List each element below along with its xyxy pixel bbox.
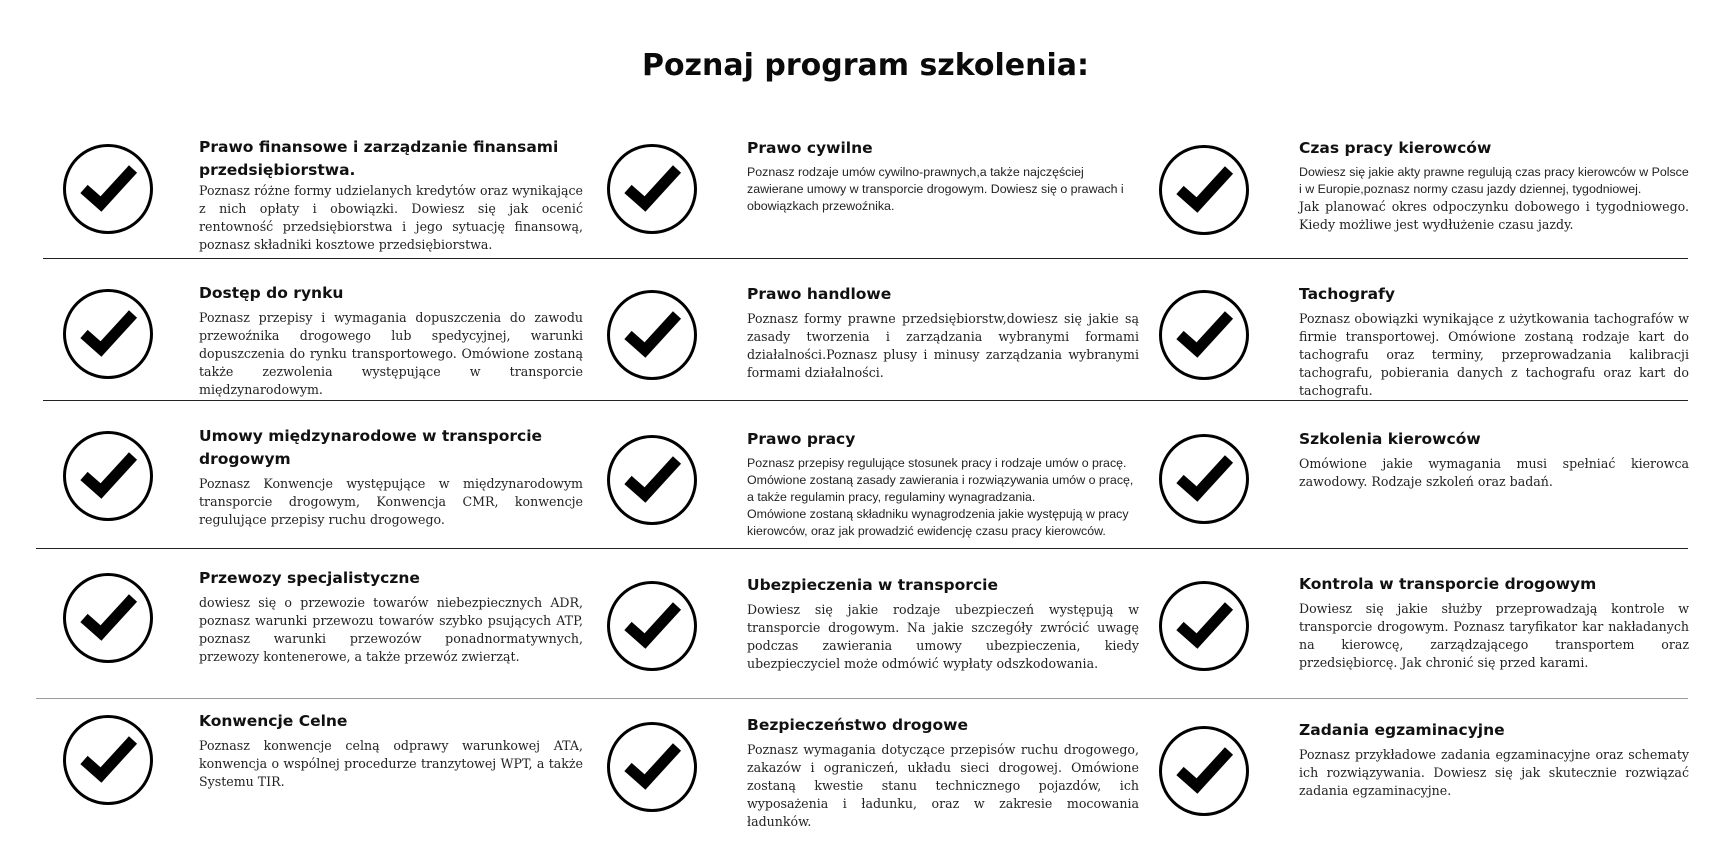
- item-description: Dowiesz się jakie służby przeprowadzają kontrole w transporcie drogowym. Poznasz taryfikator kar nakładanych na kierowcę, zarządzającego transportem oraz przedsiębiorcę. Jak chronić się przed karami.: [1299, 601, 1689, 670]
- program-item: [1299, 719, 1689, 800]
- check-circle-icon: [1158, 144, 1250, 236]
- item-title: Ubezpieczenia w transporcie: [747, 576, 998, 594]
- program-item: [747, 283, 1139, 382]
- check-circle-icon: [606, 143, 698, 235]
- item-title: Umowy międzynarodowe w transporcie drogowym: [199, 427, 543, 468]
- check-circle-icon: [606, 721, 698, 813]
- item-description: Poznasz przepisy regulujące stosunek pracy i rodzaje umów o pracę. Omówione zostaną zasady zawierania i rozwiązywania umów o pracę, a także regulamin pracy, regulaminy wynagradzania.: [747, 456, 1134, 504]
- check-circle-icon: [1158, 289, 1250, 381]
- item-description: Omówione jakie wymagania musi spełniać kierowca zawodowy. Rodzaje szkoleń oraz badań.: [1299, 456, 1689, 489]
- check-circle-icon: [62, 572, 154, 664]
- program-item: [199, 282, 583, 399]
- program-item: [747, 714, 1139, 831]
- item-description: Poznasz konwencje celną odprawy warunkowej ATA, konwencja o wspólnej procedurze tranzytowej WPT, a także Systemu TIR.: [199, 738, 583, 789]
- item-title: Prawo cywilne: [747, 139, 873, 157]
- row-divider: [43, 400, 1688, 401]
- check-circle-icon: [62, 714, 154, 806]
- item-description-continued: Jak planować okres odpoczynku dobowego i tygodniowego. Kiedy możliwe jest wydłużenie czasu jazdy.: [1299, 199, 1689, 232]
- check-circle-icon: [1158, 433, 1250, 525]
- item-description: Poznasz obowiązki wynikające z użytkowania tachografów w firmie transportowej. Omówione zostaną rodzaje kart do tachografu oraz terminy, przeprowadzania kalibracji tachografu, pobierania danych z tachografu oraz kart do tachografu.: [1299, 311, 1689, 398]
- check-circle-icon: [606, 580, 698, 672]
- program-item: [199, 710, 583, 791]
- item-title: Tachografy: [1299, 285, 1395, 303]
- item-description: Poznasz przykładowe zadania egzaminacyjne oraz schematy ich rozwiązywania. Dowiesz się jak skutecznie rozwiązać zadania egzaminacyjne.: [1299, 747, 1689, 798]
- item-description: dowiesz się o przewozie towarów niebezpiecznych ADR, poznasz warunki przewozu towarów szybko psujących ATP, poznasz warunki przewozów ponadnormatywnych, przewozy kontenerowe, a także przewóz zwierząt.: [199, 595, 583, 664]
- program-item: [199, 136, 583, 254]
- row-divider: [36, 698, 1688, 699]
- program-item: [1299, 283, 1689, 400]
- check-circle-icon: [606, 289, 698, 381]
- item-description: Poznasz wymagania dotyczące przepisów ruchu drogowego, zakazów i ograniczeń, układu sieci drogowej. Omówione zostaną kwestie stanu technicznego pojazdów, ich wyposażenia i ładunku, oraz w zakresie mocowania ładunków.: [747, 742, 1139, 829]
- program-item: [1299, 573, 1689, 672]
- item-description: Dowiesz się jakie rodzaje ubezpieczeń występują w transporcie drogowym. Na jakie szczegóły zwrócić uwagę podczas zawierania umowy ubezpieczenia, kiedy ubezpieczyciel może odmówić wypłaty odszkodowania.: [747, 602, 1139, 671]
- item-title: Konwencje Celne: [199, 712, 348, 730]
- item-title: Kontrola w transporcie drogowym: [1299, 575, 1597, 593]
- item-title: Prawo handlowe: [747, 285, 892, 303]
- item-title: Dostęp do rynku: [199, 284, 344, 302]
- item-title: Bezpieczeństwo drogowe: [747, 716, 968, 734]
- item-title: Prawo pracy: [747, 430, 856, 448]
- item-description: Poznasz formy prawne przedsiębiorstw,dowiesz się jakie są zasady tworzenia i zarządzania wybranymi formami działalności.Poznasz plusy i minusy zarządzania wybranymi formami działalności.: [747, 311, 1139, 380]
- check-circle-icon: [62, 143, 154, 235]
- item-description-continued: Omówione zostaną składniku wynagrodzenia jakie występują w pracy kierowców, oraz jak prowadzić ewidencję czasu pracy kierowców.: [747, 507, 1129, 538]
- item-description: Poznasz przepisy i wymagania dopuszczenia do zawodu przewoźnika drogowego lub spedycyjnej, warunki dopuszczenia do rynku transportowego. Omówione zostaną także zezwolenia występujące w transporcie międzynarodowym.: [199, 310, 583, 397]
- item-title: Przewozy specjalistyczne: [199, 569, 420, 587]
- check-circle-icon: [1158, 725, 1250, 817]
- row-divider: [43, 258, 1688, 259]
- program-item: [199, 567, 583, 666]
- program-item: [199, 425, 589, 529]
- program-item: [747, 574, 1139, 673]
- check-circle-icon: [1158, 580, 1250, 672]
- program-item: [747, 428, 1139, 540]
- item-title: Zadania egzaminacyjne: [1299, 721, 1505, 739]
- item-title: Czas pracy kierowców: [1299, 139, 1492, 157]
- page-title: Poznaj program szkolenia:: [641, 48, 1090, 83]
- item-description: Poznasz różne formy udzielanych kredytów oraz wynikające z nich opłaty i obowiązki. Dowiesz się jak ocenić rentowność przedsiębiorstwa i jego sytuację finansową, poznasz składniki kosztowe przedsiębiorstwa.: [199, 183, 583, 252]
- check-circle-icon: [606, 434, 698, 526]
- item-title: Prawo finansowe i zarządzanie finansami przedsiębiorstwa.: [199, 138, 559, 179]
- row-divider: [36, 548, 1688, 549]
- check-circle-icon: [62, 430, 154, 522]
- item-description: Poznasz rodzaje umów cywilno-prawnych,a także najczęściej zawierane umowy w transporcie drogowym. Dowiesz się o prawach i obowiązkach przewoźnika.: [747, 165, 1124, 213]
- program-item: [1299, 137, 1689, 234]
- item-description: Dowiesz się jakie akty prawne regulują czas pracy kierowców w Polsce i w Europie,poznasz normy czasu jazdy dziennej, tygodniowej.: [1299, 165, 1689, 196]
- program-item: [1299, 428, 1689, 491]
- item-title: Szkolenia kierowców: [1299, 430, 1481, 448]
- item-description: Poznasz Konwencje występujące w międzynarodowym transporcie drogowym, Konwencja CMR, konwencje regulujące przepisy ruchu drogowego.: [199, 476, 583, 527]
- program-item: [747, 137, 1139, 215]
- check-circle-icon: [62, 288, 154, 380]
